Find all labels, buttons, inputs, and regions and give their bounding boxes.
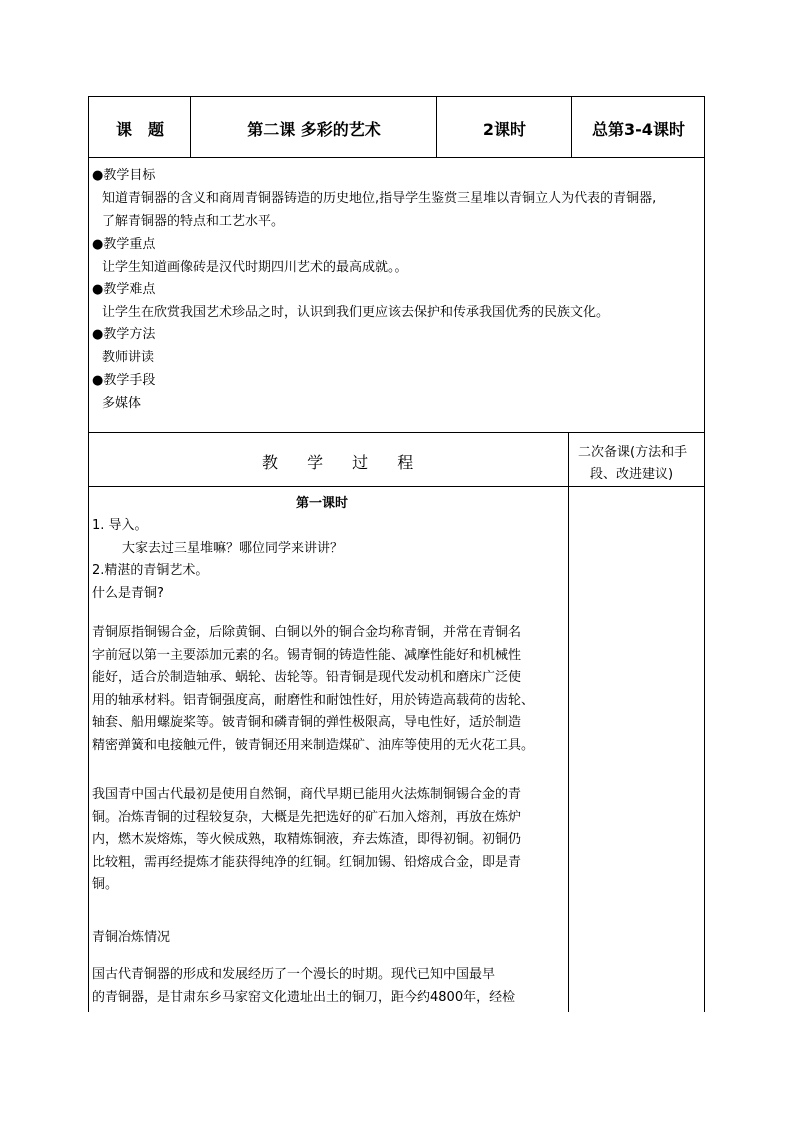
difficulty-heading: ●教学难点 bbox=[92, 282, 156, 297]
subject-label: 课 题 bbox=[115, 120, 164, 139]
means-heading: ●教学手段 bbox=[92, 373, 156, 388]
header-bottom-rule bbox=[88, 157, 705, 158]
means-text: 多媒体 bbox=[102, 396, 142, 411]
lesson-title: 第二课 多彩的艺术 bbox=[247, 120, 381, 139]
step-2-heading: 2.精湛的青铜艺术。 bbox=[92, 563, 209, 578]
step-1-text: 大家去过三星堆嘛？哪位同学来讲讲？ bbox=[122, 541, 344, 556]
focus-heading: ●教学重点 bbox=[92, 237, 156, 252]
paragraph-line: 比较粗，需再经提炼才能获得纯净的红铜。红铜加锡、铅熔成合金，即是青 bbox=[92, 854, 522, 870]
paragraph-line: 轴套、船用螺旋桨等。铍青铜和磷青铜的弹性极限高，导电性好，适於制造 bbox=[92, 715, 522, 731]
process-title: 教 学 过 程 bbox=[262, 453, 426, 472]
paragraph-line: 能好，适合於制造轴承、蜗轮、齿轮等。铅青铜是现代发动机和磨床广泛使 bbox=[92, 670, 522, 686]
paragraph-line: 内，燃木炭熔炼，等火候成熟，取精炼铜液，弃去炼渣，即得初铜。初铜仍 bbox=[92, 832, 522, 848]
total-hours: 总第3-4课时 bbox=[592, 120, 685, 139]
side-notes-title-line-1: 二次备课(方法和手 bbox=[578, 445, 688, 460]
paragraph-line: 铜。冶炼青铜的过程较复杂，大概是先把选好的矿石加入熔剂，再放在炼炉 bbox=[92, 809, 522, 825]
header-divider-2 bbox=[436, 96, 437, 157]
side-notes-title-line-2: 段、改进建议) bbox=[590, 467, 674, 482]
bronze-origin-paragraph bbox=[92, 964, 566, 1009]
first-lesson-title: 第一课时 bbox=[296, 496, 349, 511]
goal-text-line-1: 知道青铜器的含义和商周青铜器铸造的历史地位,指导学生鉴赏三星堆以青铜立人为代表的青铜器, bbox=[102, 191, 657, 206]
focus-text: 让学生知道画像砖是汉代时期四川艺术的最高成就。。 bbox=[102, 260, 408, 275]
paragraph-line: 青铜原指铜锡合金，后除黄铜、白铜以外的铜合金均称青铜，并常在青铜名 bbox=[92, 625, 522, 640]
process-side-divider bbox=[568, 432, 569, 1012]
process-header-bottom-rule bbox=[88, 486, 705, 487]
header-divider-3 bbox=[571, 96, 572, 157]
paragraph-line: 国古代青铜器的形成和发展经历了一个漫长的时期。现代已知中国最早 bbox=[92, 967, 496, 982]
paragraph-line: 铜。 bbox=[92, 877, 119, 893]
paragraph-line: 字前冠以第一主要添加元素的名。锡青铜的铸造性能、减摩性能好和机械性 bbox=[92, 647, 522, 663]
difficulty-text: 让学生在欣赏我国艺术珍品之时，认识到我们更应该去保护和传承我国优秀的民族文化。 bbox=[102, 305, 610, 320]
bronze-definition-paragraph bbox=[92, 622, 566, 758]
method-heading: ●教学方法 bbox=[92, 327, 156, 342]
method-text: 教师讲读 bbox=[102, 350, 155, 365]
paragraph-line: 精密弹簧和电接触元件，铍青铜还用来制造煤矿、油库等使用的无火花工具。 bbox=[92, 737, 535, 753]
smelting-subheading: 青铜冶炼情况 bbox=[92, 930, 171, 945]
paragraph-line: 的青铜器，是甘肃东乡马家窑文化遗址出土的铜刀，距今约4800年，经检 bbox=[92, 989, 516, 1005]
goal-heading: ●教学目标 bbox=[92, 168, 156, 183]
step-1-heading: 1. 导入。 bbox=[92, 518, 148, 533]
bronze-history-paragraph bbox=[92, 784, 566, 897]
lesson-hours: 2课时 bbox=[482, 120, 527, 139]
paragraph-line: 用的轴承材料。铝青铜强度高，耐磨性和耐蚀性好，用於铸造高载荷的齿轮、 bbox=[92, 692, 535, 708]
paragraph-line: 我国青中国古代最初是使用自然铜，商代早期已能用火法炼制铜锡合金的青 bbox=[92, 787, 522, 802]
header-divider-1 bbox=[190, 96, 191, 157]
bronze-question: 什么是青铜? bbox=[92, 586, 164, 601]
goal-text-line-2: 了解青铜器的特点和工艺水平。 bbox=[102, 214, 285, 229]
objectives-bottom-rule bbox=[88, 432, 705, 433]
